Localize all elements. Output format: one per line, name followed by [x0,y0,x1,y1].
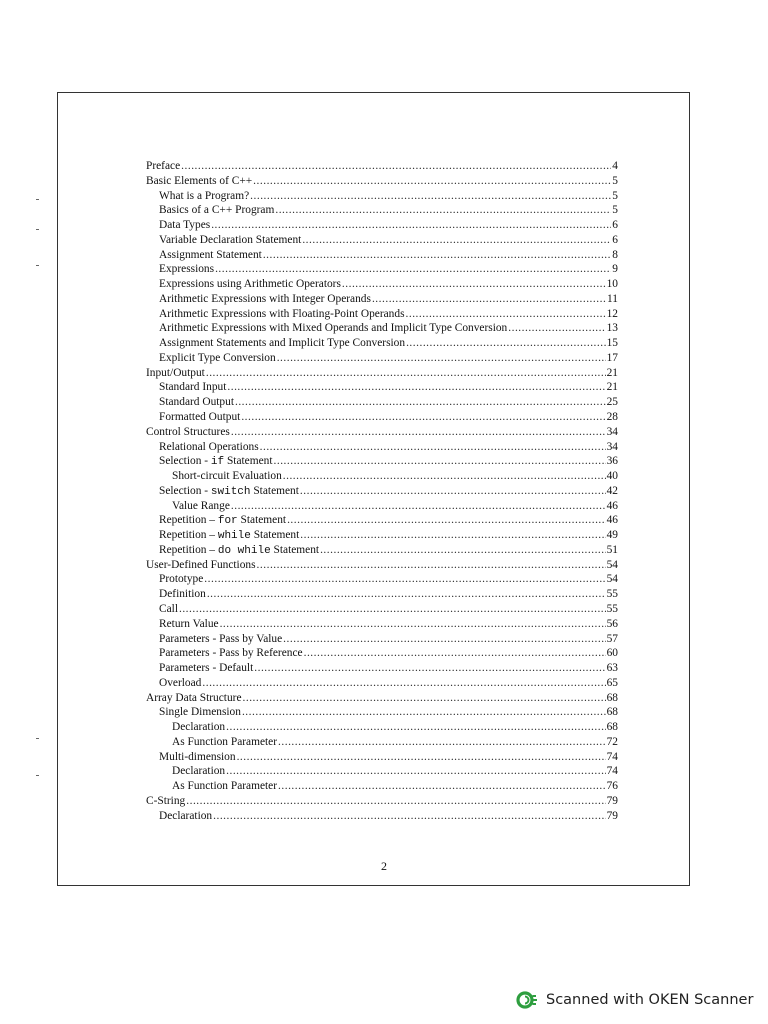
toc-dot-leader [231,499,606,514]
toc-entry [146,454,618,469]
toc-entry-page: 8 [612,248,618,261]
table-of-contents [146,159,618,823]
toc-entry-title [159,528,299,543]
toc-entry-title: What is a Program? [159,189,250,202]
toc-dot-leader [181,159,611,174]
toc-entry [146,617,618,632]
toc-entry-page: 34 [606,425,618,438]
toc-entry-page: 68 [606,691,618,704]
toc-entry-page: 79 [606,809,618,822]
toc-entry-title-text: Statement [224,455,273,468]
toc-entry-title [159,543,319,558]
toc-entry-page: 25 [606,396,618,409]
page-number: 2 [381,859,387,873]
toc-dot-leader [220,617,606,632]
toc-dot-leader [206,366,606,381]
toc-entry-title: Value Range [172,499,230,512]
toc-entry-title: Multi-dimension [159,750,236,763]
toc-entry [146,262,618,277]
toc-entry-page: 5 [612,204,618,217]
toc-entry-title: User-Defined Functions [146,558,256,571]
toc-entry-page: 76 [606,780,618,793]
toc-entry-page: 13 [606,322,618,335]
toc-entry [146,558,618,573]
toc-entry-title-text: Statement [270,543,320,556]
toc-dot-leader [215,262,611,277]
toc-dot-leader [202,676,605,691]
toc-dot-leader [320,543,606,558]
toc-entry [146,174,618,189]
toc-entry-title: Expressions using Arithmetic Operators [159,278,341,291]
toc-entry [146,779,618,794]
toc-entry [146,735,618,750]
toc-entry-title: C-String [146,794,186,807]
toc-entry [146,572,618,587]
toc-entry-page: 15 [606,337,618,350]
toc-dot-leader [231,425,606,440]
toc-entry-code-keyword: do while [217,544,271,557]
toc-entry [146,661,618,676]
toc-entry [146,705,618,720]
toc-entry-page: 55 [606,602,618,615]
toc-entry [146,720,618,735]
toc-entry-page: 56 [606,617,618,630]
toc-dot-leader [275,203,611,218]
toc-entry-title [159,484,299,499]
toc-entry-code-keyword: for [217,515,238,528]
toc-entry-title: Parameters - Default [159,662,254,675]
toc-entry-title: Prototype [159,573,204,586]
scan-speck [36,738,39,739]
toc-entry-page: 65 [606,676,618,689]
toc-entry-title: Declaration [159,809,213,822]
toc-dot-leader [406,307,606,322]
toc-entry-code-keyword: while [217,530,251,543]
watermark-text: Scanned with OKEN Scanner [546,992,754,1008]
toc-entry-title: Parameters - Pass by Reference [159,647,303,660]
toc-entry-title: Arithmetic Expressions with Mixed Operands and Implicit Type Conversion [159,322,508,335]
toc-entry-page: 54 [606,573,618,586]
toc-entry-title: Expressions [159,263,215,276]
toc-dot-leader [342,277,606,292]
toc-dot-leader [508,321,605,336]
toc-dot-leader [186,794,605,809]
scan-speck [36,229,39,230]
toc-entry-page: 60 [606,647,618,660]
toc-dot-leader [241,410,605,425]
toc-entry-page: 63 [606,662,618,675]
toc-entry [146,218,618,233]
toc-entry-page: 9 [612,263,618,276]
scan-speck [36,199,39,200]
toc-entry-title: Arithmetic Expressions with Floating-Point Operands [159,307,405,320]
toc-entry [146,794,618,809]
toc-entry [146,440,618,455]
toc-entry-title-text: Repetition – [159,543,218,556]
toc-entry-title: Standard Input [159,381,227,394]
toc-dot-leader [242,705,606,720]
toc-entry-title-text: Statement [250,529,300,542]
toc-entry-title: Input/Output [146,366,205,379]
toc-entry [146,484,618,499]
toc-entry-page: 21 [606,366,618,379]
toc-entry-title: Arithmetic Expressions with Integer Operands [159,292,371,305]
toc-dot-leader [263,248,611,263]
toc-dot-leader [235,395,606,410]
toc-entry-code-keyword: switch [210,485,251,498]
toc-entry-page: 17 [606,351,618,364]
toc-dot-leader [278,735,606,750]
toc-entry [146,321,618,336]
toc-entry-title: Short-circuit Evaluation [172,470,282,483]
toc-entry [146,233,618,248]
toc-dot-leader [283,469,606,484]
toc-entry-page: 5 [612,174,618,187]
toc-entry [146,307,618,322]
toc-entry-page: 34 [606,440,618,453]
toc-entry-page: 54 [606,558,618,571]
toc-dot-leader [302,233,611,248]
toc-dot-leader [283,632,605,647]
toc-entry-page: 6 [612,233,618,246]
toc-entry-title: Single Dimension [159,706,241,719]
scan-speck [36,775,39,776]
toc-entry-title: Control Structures [146,425,230,438]
toc-entry-title: Assignment Statement [159,248,262,261]
toc-entry [146,764,618,779]
toc-entry-title: As Function Parameter [172,780,278,793]
toc-entry [146,189,618,204]
toc-entry-page: 10 [606,278,618,291]
toc-entry [146,351,618,366]
toc-entry [146,646,618,661]
toc-entry [146,159,618,174]
toc-entry-title: Data Types [159,219,211,232]
toc-entry-title: Declaration [172,765,226,778]
toc-entry-page: 46 [606,499,618,512]
toc-dot-leader [406,336,606,351]
toc-entry-page: 4 [612,160,618,172]
toc-entry-title: Variable Declaration Statement [159,233,302,246]
toc-entry-page: 5 [612,189,618,202]
toc-entry [146,602,618,617]
toc-entry-title-text: Repetition – [159,529,218,542]
toc-dot-leader [257,558,606,573]
toc-dot-leader [211,218,611,233]
toc-entry-title-text: Selection - [159,455,211,468]
oken-scanner-logo-icon [516,990,538,1010]
toc-entry-title-text: Statement [237,514,287,527]
toc-dot-leader [253,174,611,189]
scanner-watermark [516,990,753,1010]
toc-dot-leader [179,602,606,617]
toc-entry [146,513,618,528]
toc-entry [146,750,618,765]
toc-entry-title: Parameters - Pass by Value [159,632,283,645]
toc-entry-page: 74 [606,765,618,778]
toc-dot-leader [278,779,606,794]
toc-entry-title-text: Selection - [159,484,211,497]
toc-dot-leader [304,646,606,661]
toc-dot-leader [287,513,606,528]
toc-dot-leader [372,292,606,307]
toc-entry-page: 68 [606,706,618,719]
toc-dot-leader [226,764,605,779]
toc-dot-leader [300,484,606,499]
toc-dot-leader [207,587,606,602]
toc-entry-page: 55 [606,588,618,601]
toc-entry-page: 79 [606,794,618,807]
toc-dot-leader [213,809,605,824]
toc-dot-leader [274,454,606,469]
toc-entry [146,425,618,440]
toc-entry-title-text: Repetition – [159,514,218,527]
toc-entry-page: 51 [606,543,618,556]
toc-entry-title: Assignment Statements and Implicit Type Conversion [159,337,406,350]
toc-entry-title: Overload [159,676,202,689]
toc-entry [146,292,618,307]
toc-entry [146,528,618,543]
toc-entry [146,499,618,514]
toc-entry-page: 40 [606,470,618,483]
toc-dot-leader [226,720,605,735]
toc-entry-page: 46 [606,514,618,527]
toc-entry [146,248,618,263]
toc-entry-title: Declaration [172,721,226,734]
toc-entry-title: Definition [159,588,206,601]
toc-entry [146,277,618,292]
toc-entry-page: 12 [606,307,618,320]
toc-entry [146,632,618,647]
toc-dot-leader [204,572,605,587]
toc-entry-title: Basic Elements of C++ [146,174,253,187]
toc-entry-title [159,454,273,469]
toc-entry [146,543,618,558]
toc-entry [146,336,618,351]
toc-entry-title: Return Value [159,617,219,630]
toc-dot-leader [254,661,605,676]
toc-entry [146,809,618,824]
toc-entry-code-keyword: if [210,456,225,469]
toc-entry-title: Formatted Output [159,411,241,424]
toc-dot-leader [243,691,606,706]
toc-entry-title: Basics of a C++ Program [159,204,275,217]
toc-entry [146,380,618,395]
toc-entry-page: 74 [606,750,618,763]
toc-entry [146,410,618,425]
toc-entry [146,676,618,691]
toc-entry-page: 28 [606,411,618,424]
toc-entry-page: 68 [606,721,618,734]
toc-entry [146,203,618,218]
toc-dot-leader [227,380,605,395]
toc-entry-title [159,513,286,528]
toc-entry-title: Explicit Type Conversion [159,351,276,364]
toc-entry-page: 72 [606,735,618,748]
toc-entry-page: 36 [606,455,618,468]
toc-dot-leader [277,351,606,366]
toc-entry-page: 11 [607,292,618,305]
toc-dot-leader [300,528,605,543]
toc-entry [146,691,618,706]
toc-dot-leader [260,440,606,455]
toc-entry-page: 42 [606,484,618,497]
toc-entry-title: Standard Output [159,396,234,409]
toc-entry-title: As Function Parameter [172,735,278,748]
toc-entry-page: 57 [606,632,618,645]
toc-entry-page: 6 [612,219,618,232]
toc-dot-leader [237,750,606,765]
toc-entry-page: 21 [606,381,618,394]
toc-dot-leader [250,189,611,204]
toc-entry [146,366,618,381]
toc-entry-title: Preface [146,160,181,172]
toc-entry-title: Array Data Structure [146,691,242,704]
toc-entry [146,587,618,602]
toc-entry [146,469,618,484]
toc-entry-title: Call [159,602,178,615]
scan-speck [36,265,39,266]
toc-entry-title-text: Statement [250,484,299,497]
toc-entry-title: Relational Operations [159,440,259,453]
toc-entry [146,395,618,410]
toc-entry-page: 49 [606,529,618,542]
